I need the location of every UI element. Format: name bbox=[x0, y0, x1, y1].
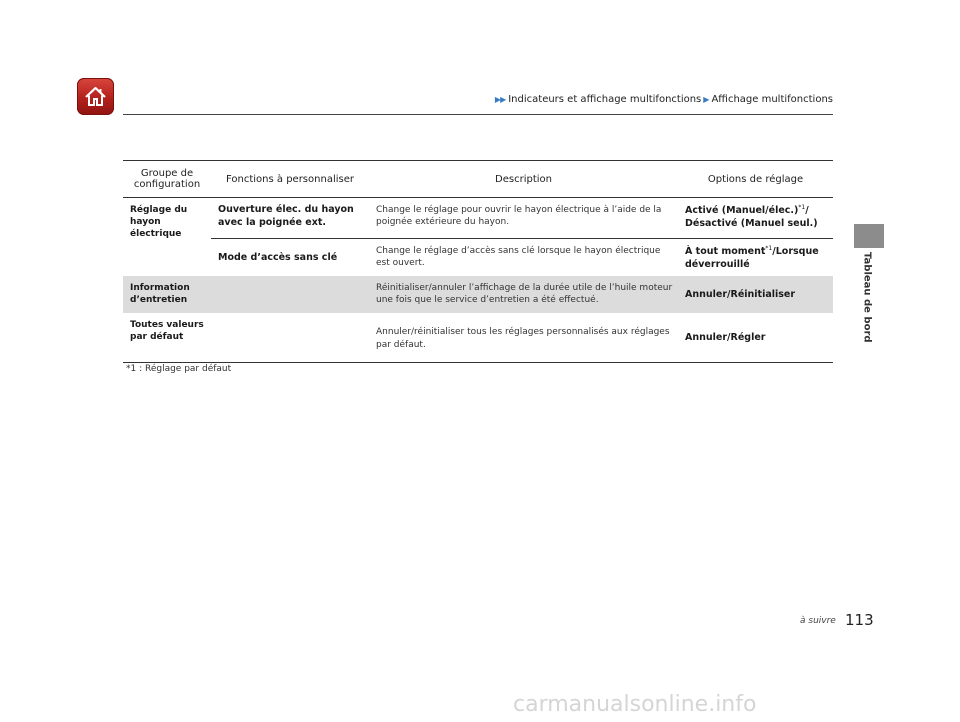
option-value: Désactivé (Manuel seul.) bbox=[685, 217, 818, 229]
option-value: Annuler bbox=[685, 332, 728, 344]
group-cell: Information d’entretien bbox=[123, 276, 211, 313]
group-cell: Toutes valeurs par défaut bbox=[123, 313, 211, 363]
options-cell bbox=[678, 198, 833, 239]
option-separator: / bbox=[727, 288, 731, 300]
breadcrumb bbox=[495, 94, 833, 105]
header-function: Fonctions à personnaliser bbox=[211, 161, 369, 198]
breadcrumb-arrow-icon: ▶ bbox=[703, 95, 710, 104]
option-value: Réinitialiser bbox=[730, 288, 796, 300]
page-number: 113 bbox=[845, 611, 874, 629]
options-cell bbox=[678, 239, 833, 276]
header-description: Description bbox=[369, 161, 678, 198]
continued-label: à suivre bbox=[800, 616, 836, 626]
option-value: Activé (Manuel/élec.) bbox=[685, 205, 799, 217]
option-value: Régler bbox=[730, 332, 766, 344]
description-cell: Change le réglage pour ouvrir le hayon électrique à l’aide de la poignée extérieure du hayon. bbox=[376, 205, 662, 228]
option-value: Lorsque déverrouillé bbox=[685, 246, 819, 270]
footnote-ref: *1 bbox=[798, 204, 806, 211]
header-divider bbox=[123, 114, 833, 115]
table-row bbox=[123, 313, 833, 363]
function-cell: Ouverture élec. du hayon avec la poignée ext. bbox=[218, 204, 354, 228]
section-tab-label-wrap bbox=[860, 252, 874, 342]
function-cell bbox=[211, 276, 369, 313]
option-separator: / bbox=[805, 205, 809, 217]
function-cell bbox=[211, 313, 369, 363]
table-row bbox=[123, 198, 833, 239]
table-header-row bbox=[123, 161, 833, 198]
breadcrumb-level1[interactable]: Indicateurs et affichage multifonctions bbox=[508, 94, 702, 105]
home-button[interactable] bbox=[77, 78, 114, 115]
footnote-ref: *1 bbox=[765, 245, 773, 252]
table-row bbox=[123, 239, 833, 276]
section-tab[interactable] bbox=[854, 224, 884, 248]
option-value: Annuler bbox=[685, 288, 728, 300]
section-tab-label: Tableau de bord bbox=[861, 252, 873, 343]
description-cell: Change le réglage d’accès sans clé lorsque le hayon électrique est ouvert. bbox=[369, 239, 678, 276]
options-cell bbox=[678, 313, 833, 363]
header-group: Groupe de configuration bbox=[123, 161, 211, 198]
description-cell: Annuler/réinitialiser tous les réglages personnalisés aux réglages par défaut. bbox=[369, 313, 678, 363]
home-icon bbox=[82, 83, 109, 110]
group-cell: Réglage du hayon électrique bbox=[130, 205, 188, 240]
breadcrumb-level2[interactable]: Affichage multifonctions bbox=[711, 94, 833, 105]
options-cell bbox=[678, 276, 833, 313]
option-separator: / bbox=[772, 246, 776, 258]
watermark: carmanualsonline.info bbox=[513, 692, 757, 717]
header-options: Options de réglage bbox=[678, 161, 833, 198]
option-value: À tout moment bbox=[685, 246, 766, 258]
table-row bbox=[123, 276, 833, 313]
breadcrumb-arrows-icon: ▶▶ bbox=[494, 95, 506, 104]
option-separator: / bbox=[727, 332, 731, 344]
footnote: *1 : Réglage par défaut bbox=[126, 364, 232, 374]
function-cell: Mode d’accès sans clé bbox=[211, 239, 369, 276]
description-cell: Réinitialiser/annuler l’affichage de la durée utile de l’huile moteur une fois que le service d’entretien a été effectué. bbox=[369, 276, 678, 313]
settings-table bbox=[123, 160, 833, 363]
